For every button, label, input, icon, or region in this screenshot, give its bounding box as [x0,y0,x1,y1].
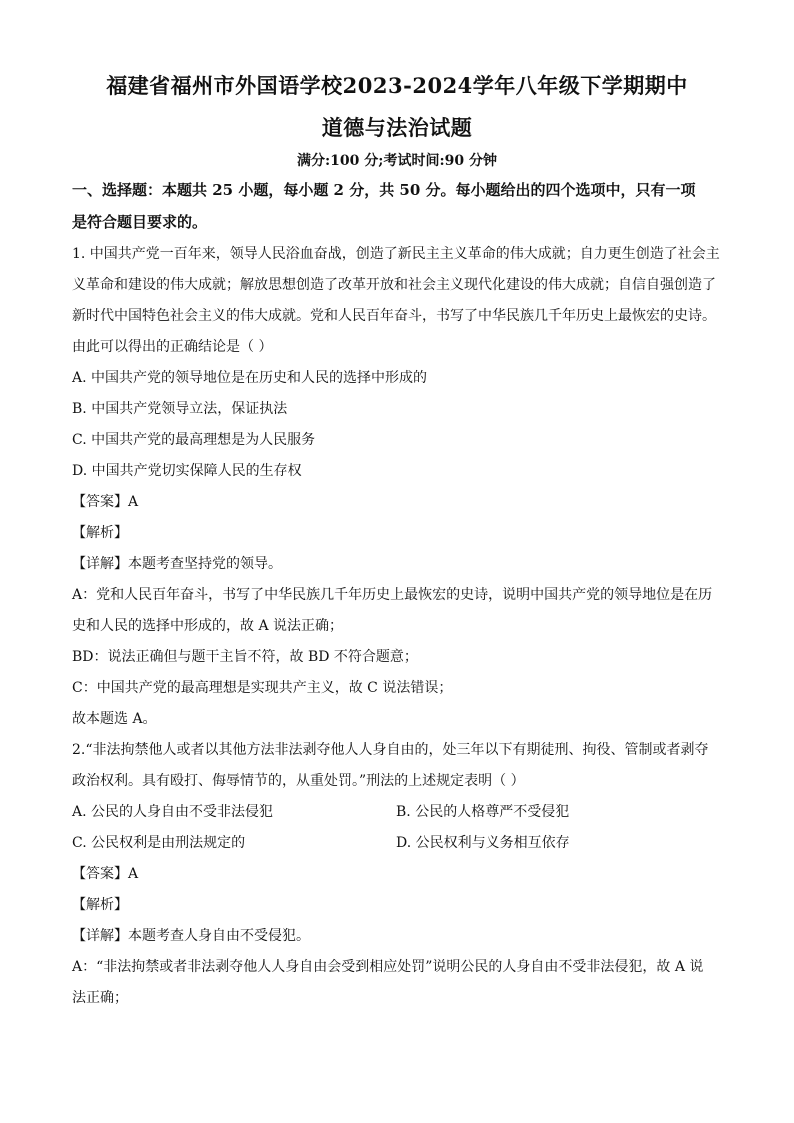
q2-option-c: C. 公民权利是由刑法规定的 [72,835,246,851]
q1-detail-line: BD：说法正确但与题干主旨不符，故 BD 不符合题意； [72,649,418,665]
q2-option-a: A. 公民的人身自由不受非法侵犯 [72,804,274,820]
q1-option-c: C. 中国共产党的最高理想是为人民服务 [72,432,316,448]
exam-title: 福建省福州市外国语学校2023-2024学年八年级下学期期中 [106,73,688,98]
q1-stem-line: 1. 中国共产党一百年来，领导人民浴血奋战，创造了新民主主义革命的伟大成就；自力更生创造了社会主 [72,246,720,262]
q2-option-b: B. 公民的人格尊严不受侵犯 [396,804,570,820]
q1-detail-line: A：党和人民百年奋斗，书写了中华民族几千年历史上最恢宏的史诗，说明中国共产党的领导地位是在历 [72,587,713,603]
q1-answer: 【答案】A [72,494,139,510]
q1-stem-line: 义革命和建设的伟大成就；解放思想创造了改革开放和社会主义现代化建设的伟大成就；自信自强创造了 [72,277,716,293]
exam-meta: 满分:100 分;考试时间:90 分钟 [297,153,497,169]
q1-stem-line: 由此可以得出的正确结论是（ ） [72,339,273,355]
q1-detail-line: C：中国共产党的最高理想是实现共产主义，故 C 说法错误； [72,680,453,696]
q1-analysis-label: 【解析】 [72,525,128,541]
q2-stem-line: 2.“非法拘禁他人或者以其他方法非法剥夺他人人身自由的，处三年以下有期徒刑、拘役、管制或者剥夺 [72,742,709,758]
q1-detail-line: 【详解】本题考查坚持党的领导。 [72,556,282,572]
section-heading: 一、选择题：本题共 25 小题，每小题 2 分，共 50 分。每小题给出的四个选项中，只有一项 [72,181,696,199]
exam-subject-title: 道德与法治试题 [321,115,473,140]
q1-option-b: B. 中国共产党领导立法，保证执法 [72,401,288,417]
q2-answer: 【答案】A [72,866,139,882]
q2-analysis-label: 【解析】 [72,897,128,913]
q1-stem-line: 新时代中国特色社会主义的伟大成就。党和人民百年奋斗，书写了中华民族几千年历史上最恢宏的史诗。 [72,308,716,324]
q2-detail-line: 【详解】本题考查人身自由不受侵犯。 [72,928,310,944]
q1-option-d: D. 中国共产党切实保障人民的生存权 [72,463,302,479]
q2-stem-line: 政治权利。具有殴打、侮辱情节的，从重处罚。”刑法的上述规定表明（ ） [72,773,525,789]
section-heading-cont: 是符合题目要求的。 [72,213,208,231]
q1-option-a: A. 中国共产党的领导地位是在历史和人民的选择中形成的 [72,370,428,386]
q2-option-d: D. 公民权利与义务相互依存 [396,835,570,851]
q2-detail-line: 法正确； [72,990,128,1006]
q2-detail-line: A：“非法拘禁或者非法剥夺他人人身自由会受到相应处罚”说明公民的人身自由不受非法侵犯，故 A 说 [72,959,704,975]
q1-detail-line: 史和人民的选择中形成的，故 A 说法正确； [72,618,344,634]
q1-detail-line: 故本题选 A。 [72,711,157,727]
